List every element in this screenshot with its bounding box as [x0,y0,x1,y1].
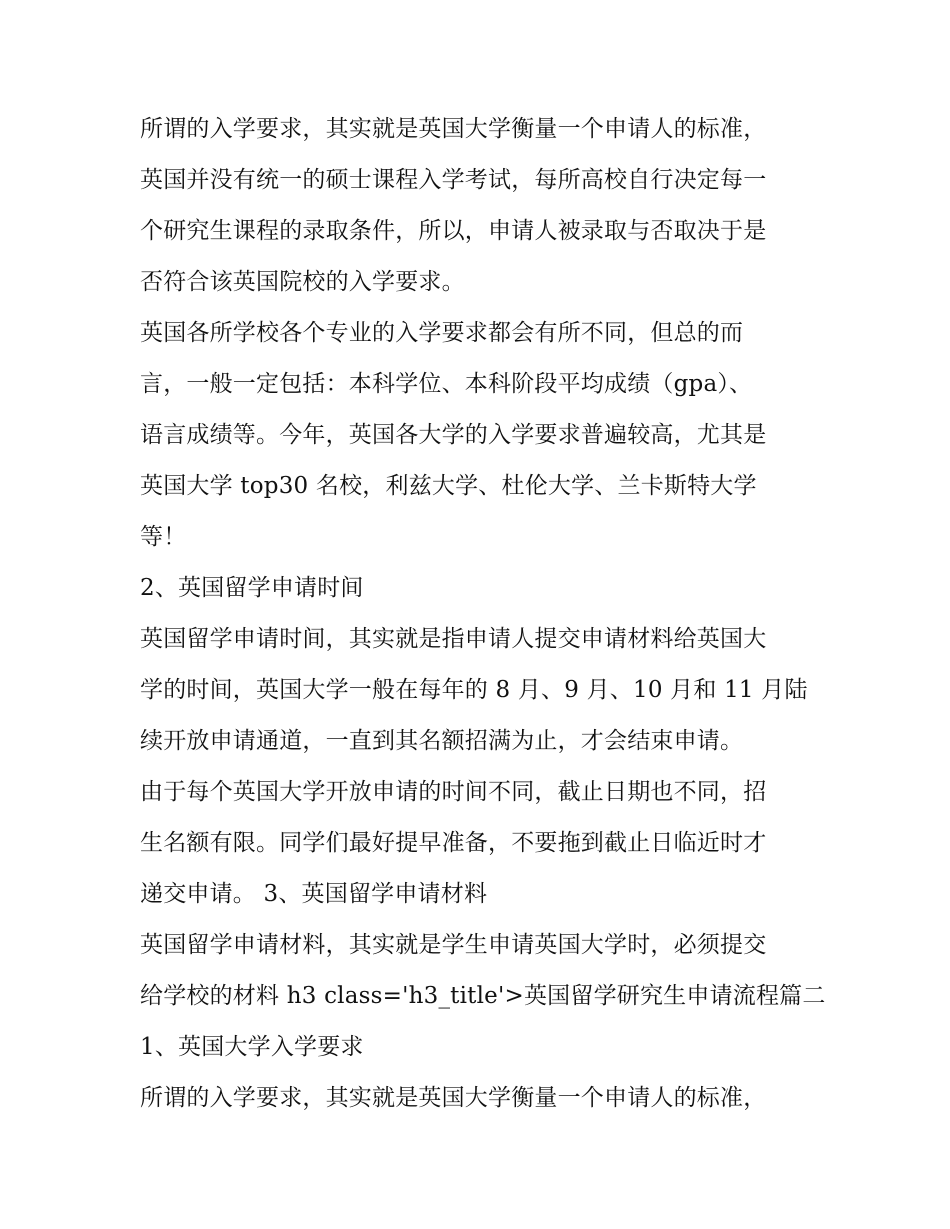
text-line: 所谓的入学要求，其实就是英国大学衡量一个申请人的标准， [140,1085,767,1111]
text-line: 英国留学申请时间，其实就是指申请人提交申请材料给英国大 [140,626,767,652]
text-line: 等！ [140,524,187,550]
text-line: 英国各所学校各个专业的入学要求都会有所不同，但总的而 [140,320,744,346]
document-body [140,104,826,1124]
text-line: 英国留学申请材料，其实就是学生申请英国大学时，必须提交 [140,932,767,958]
text-line: 给学校的材料 h3 class='h3_title'>英国留学研究生申请流程篇二 [140,983,826,1009]
text-line: 个研究生课程的录取条件，所以，申请人被录取与否取决于是 [140,218,767,244]
text-line: 言，一般一定包括：本科学位、本科阶段平均成绩（gpa）、 [140,371,753,397]
text-line: 生名额有限。同学们最好提早准备，不要拖到截止日临近时才 [140,830,767,856]
text-line: 英国并没有统一的硕士课程入学考试，每所高校自行决定每一 [140,167,767,193]
text-line: 否符合该英国院校的入学要求。 [140,269,465,295]
section-heading: 1、英国大学入学要求 [140,1034,364,1060]
text-line: 由于每个英国大学开放申请的时间不同，截止日期也不同，招 [140,779,767,805]
text-line: 语言成绩等。今年，英国各大学的入学要求普遍较高，尤其是 [140,422,767,448]
text-line: 学的时间，英国大学一般在每年的 8 月、9 月、10 月和 11 月陆 [140,677,808,703]
text-line: 英国大学 top30 名校，利兹大学、杜伦大学、兰卡斯特大学 [140,473,757,499]
text-line: 续开放申请通道，一直到其名额招满为止，才会结束申请。 [140,728,744,754]
text-line: 递交申请。 3、英国留学申请材料 [140,881,488,907]
text-line: 所谓的入学要求，其实就是英国大学衡量一个申请人的标准， [140,116,767,142]
section-heading: 2、英国留学申请时间 [140,575,364,601]
